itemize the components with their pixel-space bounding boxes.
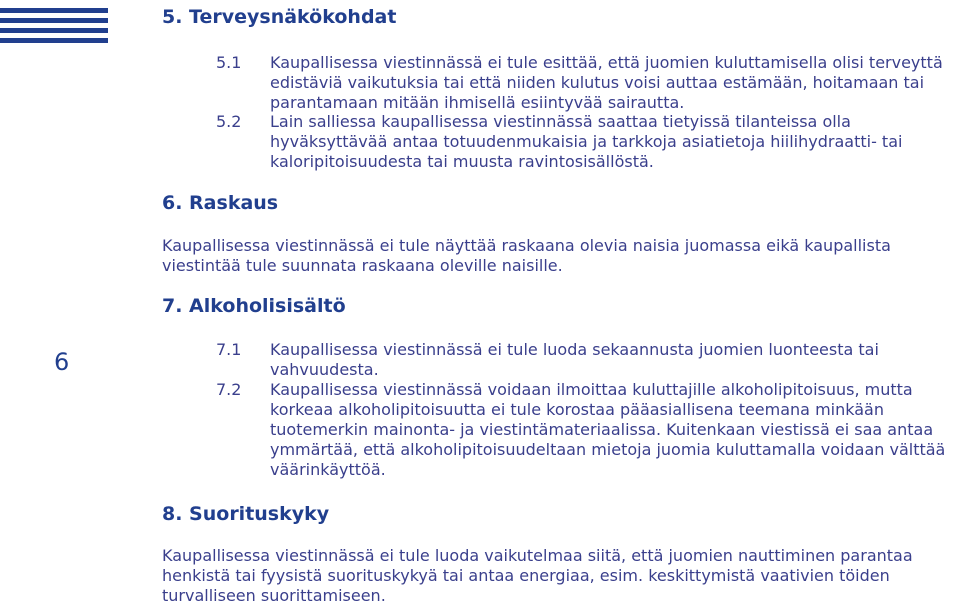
stripe [0, 18, 108, 23]
section-5-heading: 5. Terveysnäkökohdat [162, 6, 397, 28]
item-text: Kaupallisessa viestinnässä ei tule luoda sekaannusta juomien luonteesta tai vahvuudesta. [270, 340, 879, 379]
stripe [0, 28, 108, 33]
item-text: Kaupallisessa viestinnässä voidaan ilmoittaa kuluttajille alkoholipitoisuus, mutta korkeaa alkoholipitoisuutta ei tule korostaa pääasiallisena teemana minkään tuotemerkin mainonta- ja viestintämateriaalissa. Kuitenkaan viestissä ei saa antaa ymmärtää, että alkoholipitoisuudeltaan mietoja juomia kuluttamalla voidaan välttää väärinkäyttöä. [270, 380, 946, 479]
item-text: Lain salliessa kaupallisessa viestinnässä saattaa tietyissä tilanteissa olla hyväksyttävää antaa totuudenmukaisia ja tarkkoja asiatietoja hiilihydraatti- tai kaloripitoisuudesta tai muusta ravintosisällöstä. [270, 112, 903, 171]
stripe [0, 38, 108, 43]
item-number: 5.1 [216, 53, 242, 72]
page-number: 6 [54, 348, 70, 376]
section-6-text: Kaupallisessa viestinnässä ei tule näyttää raskaana olevia naisia juomassa eikä kaupallista viestintää tule suunnata raskaana oleville naisille. [162, 236, 891, 275]
section-8-heading: 8. Suorituskyky [162, 503, 330, 525]
section-5-1-item [216, 53, 956, 113]
section-5-2-item [216, 112, 956, 172]
section-7-1-item [216, 340, 956, 380]
section-8-text: Kaupallisessa viestinnässä ei tule luoda vaikutelmaa siitä, että juomien nauttiminen parantaa henkistä tai fyysistä suorituskykyä tai antaa energiaa, esim. keskittymistä vaativien töiden turvalliseen suorittamiseen. [162, 546, 913, 605]
item-text: Kaupallisessa viestinnässä ei tule esittää, että juomien kuluttamisella olisi terveyttä edistäviä vaikutuksia tai että niiden kulutus voisi auttaa estämään, hoitamaan tai parantamaan mitään ihmisellä esiintyvää sairautta. [270, 53, 943, 112]
stripe [0, 8, 108, 13]
item-number: 5.2 [216, 112, 242, 131]
item-number: 7.2 [216, 380, 242, 399]
item-number: 7.1 [216, 340, 242, 359]
section-7-2-item [216, 380, 956, 480]
section-7-heading: 7. Alkoholisisältö [162, 295, 346, 317]
section-6-heading: 6. Raskaus [162, 192, 279, 214]
